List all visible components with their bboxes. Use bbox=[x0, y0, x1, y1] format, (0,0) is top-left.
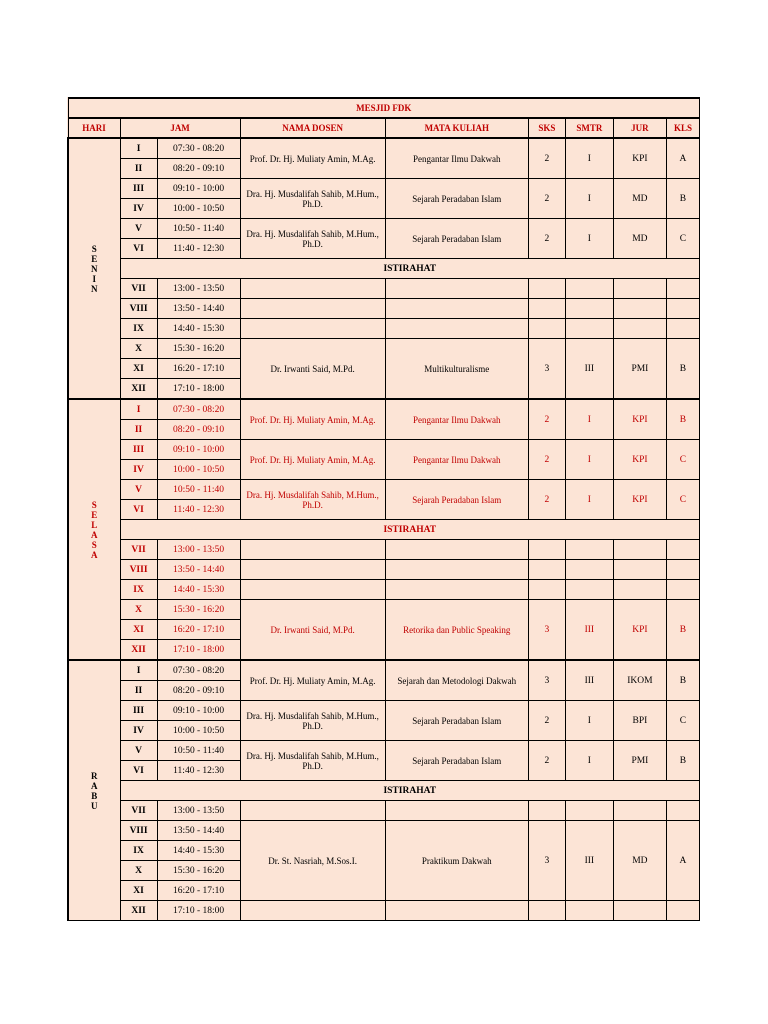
credits: 3 bbox=[528, 821, 565, 901]
table-row bbox=[68, 741, 700, 761]
period-number: V bbox=[120, 219, 157, 239]
class: B bbox=[666, 179, 699, 219]
period-number: III bbox=[120, 440, 157, 460]
credits bbox=[528, 560, 565, 580]
credits bbox=[528, 801, 565, 821]
lecturer-name: Dra. Hj. Musdalifah Sahib, M.Hum., Ph.D. bbox=[240, 701, 385, 741]
course-name: Sejarah Peradaban Islam bbox=[385, 701, 528, 741]
credits bbox=[528, 299, 565, 319]
table-row bbox=[68, 560, 700, 580]
period-time: 09:10 - 10:00 bbox=[157, 701, 240, 721]
credits: 2 bbox=[528, 741, 565, 781]
period-time: 15:30 - 16:20 bbox=[157, 600, 240, 620]
credits bbox=[528, 319, 565, 339]
department bbox=[613, 560, 666, 580]
credits: 2 bbox=[528, 219, 565, 259]
period-number: VI bbox=[120, 239, 157, 259]
course-name: Multikulturalisme bbox=[385, 339, 528, 400]
semester bbox=[565, 540, 613, 560]
lecturer-name: Prof. Dr. Hj. Muliaty Amin, M.Ag. bbox=[240, 399, 385, 440]
credits: 2 bbox=[528, 138, 565, 179]
table-row bbox=[68, 279, 700, 299]
period-number: I bbox=[120, 399, 157, 420]
course-name: Praktikum Dakwah bbox=[385, 821, 528, 901]
department bbox=[613, 299, 666, 319]
period-time: 10:00 - 10:50 bbox=[157, 721, 240, 741]
credits: 2 bbox=[528, 701, 565, 741]
lecturer-name: Dra. Hj. Musdalifah Sahib, M.Hum., Ph.D. bbox=[240, 219, 385, 259]
period-time: 07:30 - 08:20 bbox=[157, 660, 240, 681]
lecturer-name bbox=[240, 299, 385, 319]
break-row: ISTIRAHAT bbox=[120, 259, 699, 279]
period-number: III bbox=[120, 179, 157, 199]
lecturer-name bbox=[240, 560, 385, 580]
header-nama-dosen: NAMA DOSEN bbox=[240, 118, 385, 138]
department bbox=[613, 279, 666, 299]
credits: 3 bbox=[528, 600, 565, 661]
period-time: 16:20 - 17:10 bbox=[157, 881, 240, 901]
credits bbox=[528, 279, 565, 299]
lecturer-name bbox=[240, 279, 385, 299]
semester bbox=[565, 319, 613, 339]
table-row bbox=[68, 821, 700, 841]
header-mata-kuliah: MATA KULIAH bbox=[385, 118, 528, 138]
day-label: R A B U bbox=[68, 660, 120, 921]
credits bbox=[528, 901, 565, 921]
course-name bbox=[385, 540, 528, 560]
department bbox=[613, 580, 666, 600]
break-row: ISTIRAHAT bbox=[120, 781, 699, 801]
class: B bbox=[666, 741, 699, 781]
table-row bbox=[68, 319, 700, 339]
semester bbox=[565, 901, 613, 921]
semester bbox=[565, 560, 613, 580]
table-title: MESJID FDK bbox=[68, 98, 700, 118]
class: B bbox=[666, 660, 699, 701]
period-number: XI bbox=[120, 620, 157, 640]
class: B bbox=[666, 600, 699, 661]
class bbox=[666, 580, 699, 600]
break-row: ISTIRAHAT bbox=[120, 520, 699, 540]
lecturer-name: Prof. Dr. Hj. Muliaty Amin, M.Ag. bbox=[240, 440, 385, 480]
credits: 2 bbox=[528, 399, 565, 440]
period-number: X bbox=[120, 600, 157, 620]
course-name: Sejarah dan Metodologi Dakwah bbox=[385, 660, 528, 701]
course-name: Pengantar Ilmu Dakwah bbox=[385, 399, 528, 440]
class: C bbox=[666, 219, 699, 259]
class bbox=[666, 801, 699, 821]
period-time: 11:40 - 12:30 bbox=[157, 761, 240, 781]
lecturer-name bbox=[240, 901, 385, 921]
lecturer-name: Dr. Irwanti Said, M.Pd. bbox=[240, 600, 385, 661]
semester: III bbox=[565, 339, 613, 400]
class bbox=[666, 540, 699, 560]
lecturer-name: Dr. Irwanti Said, M.Pd. bbox=[240, 339, 385, 400]
period-number: XII bbox=[120, 379, 157, 400]
period-number: VII bbox=[120, 279, 157, 299]
period-time: 16:20 - 17:10 bbox=[157, 359, 240, 379]
period-number: XII bbox=[120, 901, 157, 921]
period-number: VIII bbox=[120, 560, 157, 580]
course-name: Sejarah Peradaban Islam bbox=[385, 219, 528, 259]
period-number: II bbox=[120, 420, 157, 440]
period-time: 16:20 - 17:10 bbox=[157, 620, 240, 640]
lecturer-name bbox=[240, 580, 385, 600]
course-name: Sejarah Peradaban Islam bbox=[385, 179, 528, 219]
lecturer-name: Prof. Dr. Hj. Muliaty Amin, M.Ag. bbox=[240, 660, 385, 701]
period-number: XI bbox=[120, 359, 157, 379]
department: KPI bbox=[613, 399, 666, 440]
lecturer-name: Dra. Hj. Musdalifah Sahib, M.Hum., Ph.D. bbox=[240, 741, 385, 781]
credits bbox=[528, 580, 565, 600]
department: KPI bbox=[613, 600, 666, 661]
period-time: 08:20 - 09:10 bbox=[157, 681, 240, 701]
period-number: II bbox=[120, 681, 157, 701]
day-label: S E L A S A bbox=[68, 399, 120, 660]
table-row bbox=[68, 339, 700, 359]
period-time: 10:00 - 10:50 bbox=[157, 199, 240, 219]
semester: I bbox=[565, 480, 613, 520]
period-number: VII bbox=[120, 540, 157, 560]
period-number: XI bbox=[120, 881, 157, 901]
lecturer-name bbox=[240, 319, 385, 339]
semester: III bbox=[565, 660, 613, 701]
period-number: IV bbox=[120, 721, 157, 741]
period-time: 17:10 - 18:00 bbox=[157, 901, 240, 921]
table-row bbox=[68, 600, 700, 620]
period-time: 13:00 - 13:50 bbox=[157, 540, 240, 560]
period-number: V bbox=[120, 480, 157, 500]
table-row bbox=[68, 480, 700, 500]
class: B bbox=[666, 399, 699, 440]
class bbox=[666, 319, 699, 339]
period-time: 08:20 - 09:10 bbox=[157, 159, 240, 179]
period-number: VIII bbox=[120, 299, 157, 319]
course-name bbox=[385, 299, 528, 319]
lecturer-name bbox=[240, 801, 385, 821]
table-row bbox=[68, 399, 700, 420]
credits: 3 bbox=[528, 339, 565, 400]
table-row bbox=[68, 179, 700, 199]
lecturer-name: Prof. Dr. Hj. Muliaty Amin, M.Ag. bbox=[240, 138, 385, 179]
period-number: VII bbox=[120, 801, 157, 821]
semester bbox=[565, 801, 613, 821]
period-number: VI bbox=[120, 500, 157, 520]
period-time: 11:40 - 12:30 bbox=[157, 239, 240, 259]
semester bbox=[565, 279, 613, 299]
class bbox=[666, 560, 699, 580]
semester: I bbox=[565, 138, 613, 179]
header-jam: JAM bbox=[120, 118, 240, 138]
period-time: 17:10 - 18:00 bbox=[157, 640, 240, 661]
semester: I bbox=[565, 179, 613, 219]
department: MD bbox=[613, 219, 666, 259]
table-row bbox=[68, 138, 700, 159]
period-time: 07:30 - 08:20 bbox=[157, 399, 240, 420]
class bbox=[666, 279, 699, 299]
period-time: 09:10 - 10:00 bbox=[157, 440, 240, 460]
semester: I bbox=[565, 701, 613, 741]
course-name bbox=[385, 580, 528, 600]
period-time: 13:00 - 13:50 bbox=[157, 279, 240, 299]
period-time: 14:40 - 15:30 bbox=[157, 319, 240, 339]
semester: I bbox=[565, 399, 613, 440]
department: IKOM bbox=[613, 660, 666, 701]
semester: I bbox=[565, 219, 613, 259]
period-time: 14:40 - 15:30 bbox=[157, 841, 240, 861]
header-jur: JUR bbox=[613, 118, 666, 138]
lecturer-name: Dr. St. Nasriah, M.Sos.I. bbox=[240, 821, 385, 901]
lecturer-name: Dra. Hj. Musdalifah Sahib, M.Hum., Ph.D. bbox=[240, 179, 385, 219]
table-row bbox=[68, 299, 700, 319]
department bbox=[613, 540, 666, 560]
period-time: 10:50 - 11:40 bbox=[157, 219, 240, 239]
credits bbox=[528, 540, 565, 560]
period-time: 07:30 - 08:20 bbox=[157, 138, 240, 159]
class: A bbox=[666, 821, 699, 901]
course-name bbox=[385, 279, 528, 299]
course-name bbox=[385, 801, 528, 821]
period-number: VIII bbox=[120, 821, 157, 841]
department: PMI bbox=[613, 741, 666, 781]
period-time: 10:50 - 11:40 bbox=[157, 741, 240, 761]
semester bbox=[565, 580, 613, 600]
course-name: Sejarah Peradaban Islam bbox=[385, 741, 528, 781]
period-number: XII bbox=[120, 640, 157, 661]
department: PMI bbox=[613, 339, 666, 400]
period-number: V bbox=[120, 741, 157, 761]
table-row bbox=[68, 219, 700, 239]
period-time: 13:00 - 13:50 bbox=[157, 801, 240, 821]
period-number: X bbox=[120, 339, 157, 359]
period-time: 10:50 - 11:40 bbox=[157, 480, 240, 500]
course-name: Sejarah Peradaban Islam bbox=[385, 480, 528, 520]
semester: III bbox=[565, 821, 613, 901]
period-number: I bbox=[120, 138, 157, 159]
class bbox=[666, 299, 699, 319]
period-time: 14:40 - 15:30 bbox=[157, 580, 240, 600]
course-name: Retorika dan Public Speaking bbox=[385, 600, 528, 661]
schedule-table bbox=[67, 97, 700, 921]
lecturer-name bbox=[240, 540, 385, 560]
period-time: 13:50 - 14:40 bbox=[157, 560, 240, 580]
period-time: 11:40 - 12:30 bbox=[157, 500, 240, 520]
credits: 2 bbox=[528, 440, 565, 480]
course-name bbox=[385, 319, 528, 339]
class: B bbox=[666, 339, 699, 400]
lecturer-name: Dra. Hj. Musdalifah Sahib, M.Hum., Ph.D. bbox=[240, 480, 385, 520]
day-label: S E N I N bbox=[68, 138, 120, 399]
period-number: X bbox=[120, 861, 157, 881]
class bbox=[666, 901, 699, 921]
period-time: 15:30 - 16:20 bbox=[157, 861, 240, 881]
period-number: II bbox=[120, 159, 157, 179]
semester: I bbox=[565, 741, 613, 781]
table-row bbox=[68, 901, 700, 921]
header-hari: HARI bbox=[68, 118, 120, 138]
semester: I bbox=[565, 440, 613, 480]
department: MD bbox=[613, 821, 666, 901]
period-number: IX bbox=[120, 319, 157, 339]
department: BPI bbox=[613, 701, 666, 741]
period-number: III bbox=[120, 701, 157, 721]
course-name bbox=[385, 901, 528, 921]
department bbox=[613, 319, 666, 339]
period-time: 10:00 - 10:50 bbox=[157, 460, 240, 480]
class: C bbox=[666, 480, 699, 520]
course-name: Pengantar Ilmu Dakwah bbox=[385, 440, 528, 480]
department bbox=[613, 801, 666, 821]
semester bbox=[565, 299, 613, 319]
department: KPI bbox=[613, 480, 666, 520]
header-sks: SKS bbox=[528, 118, 565, 138]
period-time: 13:50 - 14:40 bbox=[157, 299, 240, 319]
period-time: 17:10 - 18:00 bbox=[157, 379, 240, 400]
header-smtr: SMTR bbox=[565, 118, 613, 138]
department bbox=[613, 901, 666, 921]
table-row bbox=[68, 660, 700, 681]
period-time: 15:30 - 16:20 bbox=[157, 339, 240, 359]
period-number: VI bbox=[120, 761, 157, 781]
course-name bbox=[385, 560, 528, 580]
period-number: IX bbox=[120, 841, 157, 861]
period-number: IV bbox=[120, 199, 157, 219]
table-row bbox=[68, 701, 700, 721]
credits: 3 bbox=[528, 660, 565, 701]
class: C bbox=[666, 701, 699, 741]
semester: III bbox=[565, 600, 613, 661]
period-number: I bbox=[120, 660, 157, 681]
class: A bbox=[666, 138, 699, 179]
period-number: IX bbox=[120, 580, 157, 600]
department: KPI bbox=[613, 138, 666, 179]
period-time: 08:20 - 09:10 bbox=[157, 420, 240, 440]
table-row bbox=[68, 540, 700, 560]
period-time: 13:50 - 14:40 bbox=[157, 821, 240, 841]
credits: 2 bbox=[528, 179, 565, 219]
period-time: 09:10 - 10:00 bbox=[157, 179, 240, 199]
table-row bbox=[68, 440, 700, 460]
class: C bbox=[666, 440, 699, 480]
table-row bbox=[68, 801, 700, 821]
period-number: IV bbox=[120, 460, 157, 480]
course-name: Pengantar Ilmu Dakwah bbox=[385, 138, 528, 179]
header-kls: KLS bbox=[666, 118, 699, 138]
table-row bbox=[68, 580, 700, 600]
department: MD bbox=[613, 179, 666, 219]
department: KPI bbox=[613, 440, 666, 480]
credits: 2 bbox=[528, 480, 565, 520]
